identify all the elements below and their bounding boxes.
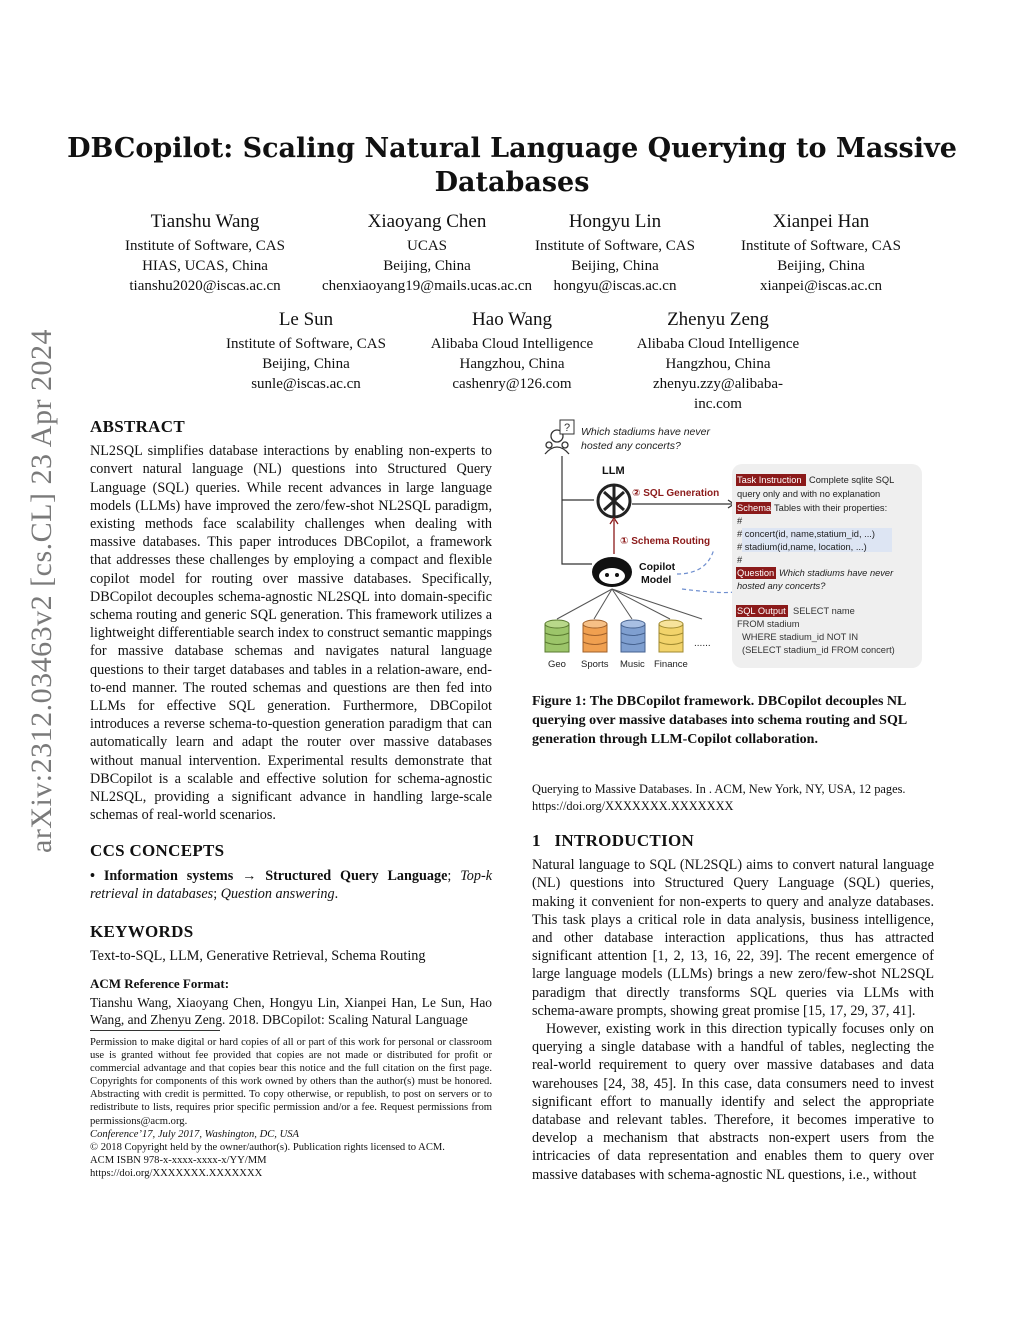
ccs-sep: ; <box>213 885 218 902</box>
ccs-italic-2: Question answering <box>220 885 335 902</box>
figure-caption: Figure 1: The DBCopilot framework. DBCopilot decouples NL querying over massive databases into schema routing and SQL generation through LLM-Copilot collaboration. <box>532 694 907 747</box>
author-email: tianshu2020@iscas.ac.cn <box>129 278 281 294</box>
intro-heading <box>532 832 934 850</box>
sql-line-3: WHERE stadium_id NOT IN <box>742 632 859 642</box>
dashed-connector <box>677 549 714 574</box>
sql-generation-label: ② SQL Generation <box>632 488 720 499</box>
question-mark: ? <box>564 422 571 434</box>
author-name: Hongyu Lin <box>568 211 662 232</box>
abstract-heading: ABSTRACT <box>90 417 185 436</box>
dashed-connector <box>682 589 734 593</box>
author-affiliation: UCAS <box>406 238 447 254</box>
isbn-info: ACM ISBN 978-x-xxxx-xxxx-x/YY/MM <box>90 1154 267 1166</box>
acm-ref-doi: https://doi.org/XXXXXXX.XXXXXXX <box>532 799 734 813</box>
author-name: Hao Wang <box>472 309 552 330</box>
author-affiliation: Alibaba Cloud Intelligence <box>430 336 594 352</box>
paper-title <box>0 132 1024 200</box>
author-location: Beijing, China <box>777 258 865 274</box>
conference-info: Conference’17, July 2017, Washington, DC, USA <box>90 1128 300 1140</box>
database-geo-icon <box>545 620 569 652</box>
sql-line-1: SELECT name <box>793 606 855 616</box>
openai-logo-icon <box>598 485 630 517</box>
prompt-question-1: Which stadiums have never <box>779 568 894 578</box>
sql-line-2: FROM stadium <box>737 619 800 629</box>
schema-table-2: # stadium(id,name, location, ...) <box>737 542 867 552</box>
left-column <box>90 418 492 1029</box>
author-block <box>203 308 409 394</box>
question-line-2: hosted any concerts? <box>581 440 681 452</box>
acm-ref-cont-line-1: Querying to Massive Databases. In . ACM, New York, NY, USA, 12 pages. <box>532 782 906 796</box>
author-location: Beijing, China <box>571 258 659 274</box>
figure-1 <box>532 414 934 676</box>
author-email-cont: inc.com <box>694 396 742 412</box>
author-block <box>308 210 546 296</box>
author-email: cashenry@126.com <box>452 376 572 392</box>
title-line-2: Databases <box>434 167 590 198</box>
db-label-finance: Finance <box>654 659 688 670</box>
author-affiliation: Institute of Software, CAS <box>125 238 285 254</box>
acm-ref-text: Tianshu Wang, Xiaoyang Chen, Hongyu Lin, Xianpei Han, Le Sun, Hao Wang, and Zhenyu Zeng. 2018. DBCopilot: Scaling Natural Language <box>90 994 492 1028</box>
footnote-rule <box>90 1030 220 1031</box>
task-instruction-text-2: query only and with no explanation <box>737 489 881 499</box>
acm-ref-heading: ACM Reference Format: <box>90 976 230 992</box>
copilot-robot-icon <box>592 557 632 587</box>
db-connectors <box>557 589 702 619</box>
schema-hash: # <box>737 516 743 526</box>
copyright-info: © 2018 Copyright held by the owner/author(s). Publication rights licensed to ACM. <box>90 1141 445 1153</box>
keywords-text: Text-to-SQL, LLM, Generative Retrieval, Schema Routing <box>90 948 426 965</box>
author-affiliation: Alibaba Cloud Intelligence <box>636 336 800 352</box>
author-location: Hangzhou, China <box>459 356 565 372</box>
schema-routing-label: ① Schema Routing <box>620 536 711 547</box>
database-finance-icon <box>659 620 683 652</box>
figure-diagram <box>532 414 934 676</box>
ccs-sep: ; <box>447 867 452 884</box>
sql-line-4: (SELECT stadium_id FROM concert) <box>742 645 895 655</box>
database-music-icon <box>621 620 645 652</box>
author-location: Beijing, China <box>383 258 471 274</box>
db-label-sports: Sports <box>581 659 609 670</box>
question-line-1: Which stadiums have never <box>581 426 710 438</box>
ccs-heading: CCS CONCEPTS <box>90 841 225 861</box>
intro-paragraph-2: However, existing work in this direction typically focuses only on querying a single database with a handful of tables, neglecting the real-world requirement to query over massive databases and data warehouses [24, 38, 45]. In this case, data consumers need to invest significant effort to manually identify and select the appropriate database and relevant tables. Therefore, it becomes imperative to develop a mechanism that abstracts non-expert users from the intricacies of data representation and enables them to query over massive databases with schema-agnostic NL questions, i.e., without <box>532 1021 934 1183</box>
intro-title: INTRODUCTION <box>554 831 695 850</box>
author-name: Xianpei Han <box>772 211 870 232</box>
ccs-arrow: → <box>242 867 257 884</box>
connector <box>562 456 592 564</box>
author-block <box>718 210 924 296</box>
question-tag: Question <box>737 568 775 578</box>
schema-text: Tables with their properties: <box>774 503 888 513</box>
author-location: Hangzhou, China <box>665 356 771 372</box>
acm-ref-continuation <box>532 781 934 815</box>
sql-output-tag: SQL Output <box>737 606 786 616</box>
author-affiliation: Institute of Software, CAS <box>535 238 695 254</box>
ccs-subconcept: Structured Query Language <box>265 867 448 884</box>
copilot-label-2: Model <box>641 574 672 586</box>
task-instruction-tag: Task Instruction <box>737 475 802 485</box>
author-affiliation: Institute of Software, CAS <box>741 238 901 254</box>
author-name: Zhenyu Zeng <box>667 309 769 330</box>
db-ellipsis: ...... <box>694 638 711 649</box>
author-block <box>100 210 310 296</box>
permission-text: Permission to make digital or hard copies of all or part of this work for personal or classroom use is granted without fee provided that copies are not made or distributed for profit or commercial advantage and that copies bear this notice and the full citation on the first page. Copyrights for components of this work owned by others than the author(s) must be honored. Abstracting with credit is permitted. To copy otherwise, or republish, to post on servers or to redistribute to lists, requires prior specific permission and/or a fee. Request permissions from permissions@acm.org. <box>90 1037 492 1127</box>
ccs-end: . <box>334 885 339 902</box>
ccs-concept: Information systems <box>103 867 234 884</box>
author-location: HIAS, UCAS, China <box>142 258 268 274</box>
schema-table-1: # concert(id, name,statium_id, ...) <box>737 529 875 539</box>
llm-label: LLM <box>602 465 625 477</box>
arxiv-stamp: arXiv:2312.03463v2 [cs.CL] 23 Apr 2024 <box>25 329 58 853</box>
author-email: hongyu@iscas.ac.cn <box>553 278 677 294</box>
title-line-1: DBCopilot: Scaling Natural Language Querying to Massive <box>67 133 957 164</box>
ccs-italic-1: Top-k retrieval in databases <box>90 867 492 902</box>
task-instruction-text: Complete sqlite SQL <box>809 475 895 485</box>
author-name: Tianshu Wang <box>150 211 260 232</box>
db-label-music: Music <box>620 659 645 670</box>
author-name: Xiaoyang Chen <box>367 211 487 232</box>
author-block <box>615 308 821 414</box>
introduction-section <box>532 832 934 1184</box>
author-email: chenxiaoyang19@mails.ucas.ac.cn <box>322 278 532 294</box>
schema-tag: Schema <box>737 503 772 513</box>
author-email: zhenyu.zzy@alibaba- <box>653 376 783 392</box>
author-email: xianpei@iscas.ac.cn <box>759 278 883 294</box>
author-block <box>512 210 718 296</box>
author-name: Le Sun <box>278 309 334 330</box>
intro-paragraph-1: Natural language to SQL (NL2SQL) aims to convert natural language (NL) questions into Structured Query Language (SQL) queries, making it convenient for non-experts to query and analyze databases. This task plays a critical role in data analysis, business intelligence, and other database interaction applications, thus has attracted significant attention [1, 2, 13, 16, 22, 39]. The recent emergence of large language models (LLMs) brings a new zero/few-shot NL2SQL paradigm that directly transforms SQL queries via LLMs with schema-aware prompts, showing great promise [15, 17, 29, 37, 41]. <box>532 857 934 1019</box>
author-location: Beijing, China <box>262 356 350 372</box>
permission-block <box>90 1036 492 1180</box>
schema-hash: # <box>737 555 743 565</box>
ccs-text <box>90 867 492 903</box>
keywords-heading: KEYWORDS <box>90 922 194 942</box>
author-affiliation: Institute of Software, CAS <box>226 336 386 352</box>
intro-number: 1 <box>532 831 541 850</box>
prompt-question-2: hosted any concerts? <box>737 581 826 591</box>
author-email: sunle@iscas.ac.cn <box>251 376 361 392</box>
copilot-label-1: Copilot <box>639 561 676 573</box>
abstract-text: NL2SQL simplifies database interactions by enabling non-experts to convert natural language (NL) questions into Structured Query Language (SQL) queries. While recent advances in large language models (LLMs) have improved the zero/few-shot NL2SQL paradigm, existing methods face scalability challenges when dealing with massive databases. This paper introduces DBCopilot, a framework that addresses these challenges by employing a compact and flexible copilot model for routing over massive databases. Specifically, DBCopilot decouples schema-agnostic NL2SQL into domain-specific schema routing and generic SQL generation. This framework utilizes a lightweight differentiable search index to construct semantic mappings for massive database schemas and navigates natural language questions to their target databases and tables in a relation-aware, end-to-end manner. The routed schemas and questions are then fed into LLMs for effective SQL generation. Furthermore, DBCopilot introduces a reverse schema-to-question generation paradigm that can automatically learn and adapt the router over massive databases without manual intervention. Experimental results demonstrate that DBCopilot is a scalable and effective solution for schema-agnostic NL2SQL, providing a significant advance in handling large-scale schemas of real-world scenarios. <box>90 443 492 824</box>
author-block <box>409 308 615 394</box>
ccs-bullet: • <box>90 867 95 884</box>
doi-info: https://doi.org/XXXXXXX.XXXXXXX <box>90 1167 263 1179</box>
database-sports-icon <box>583 620 607 652</box>
db-label-geo: Geo <box>548 659 566 670</box>
